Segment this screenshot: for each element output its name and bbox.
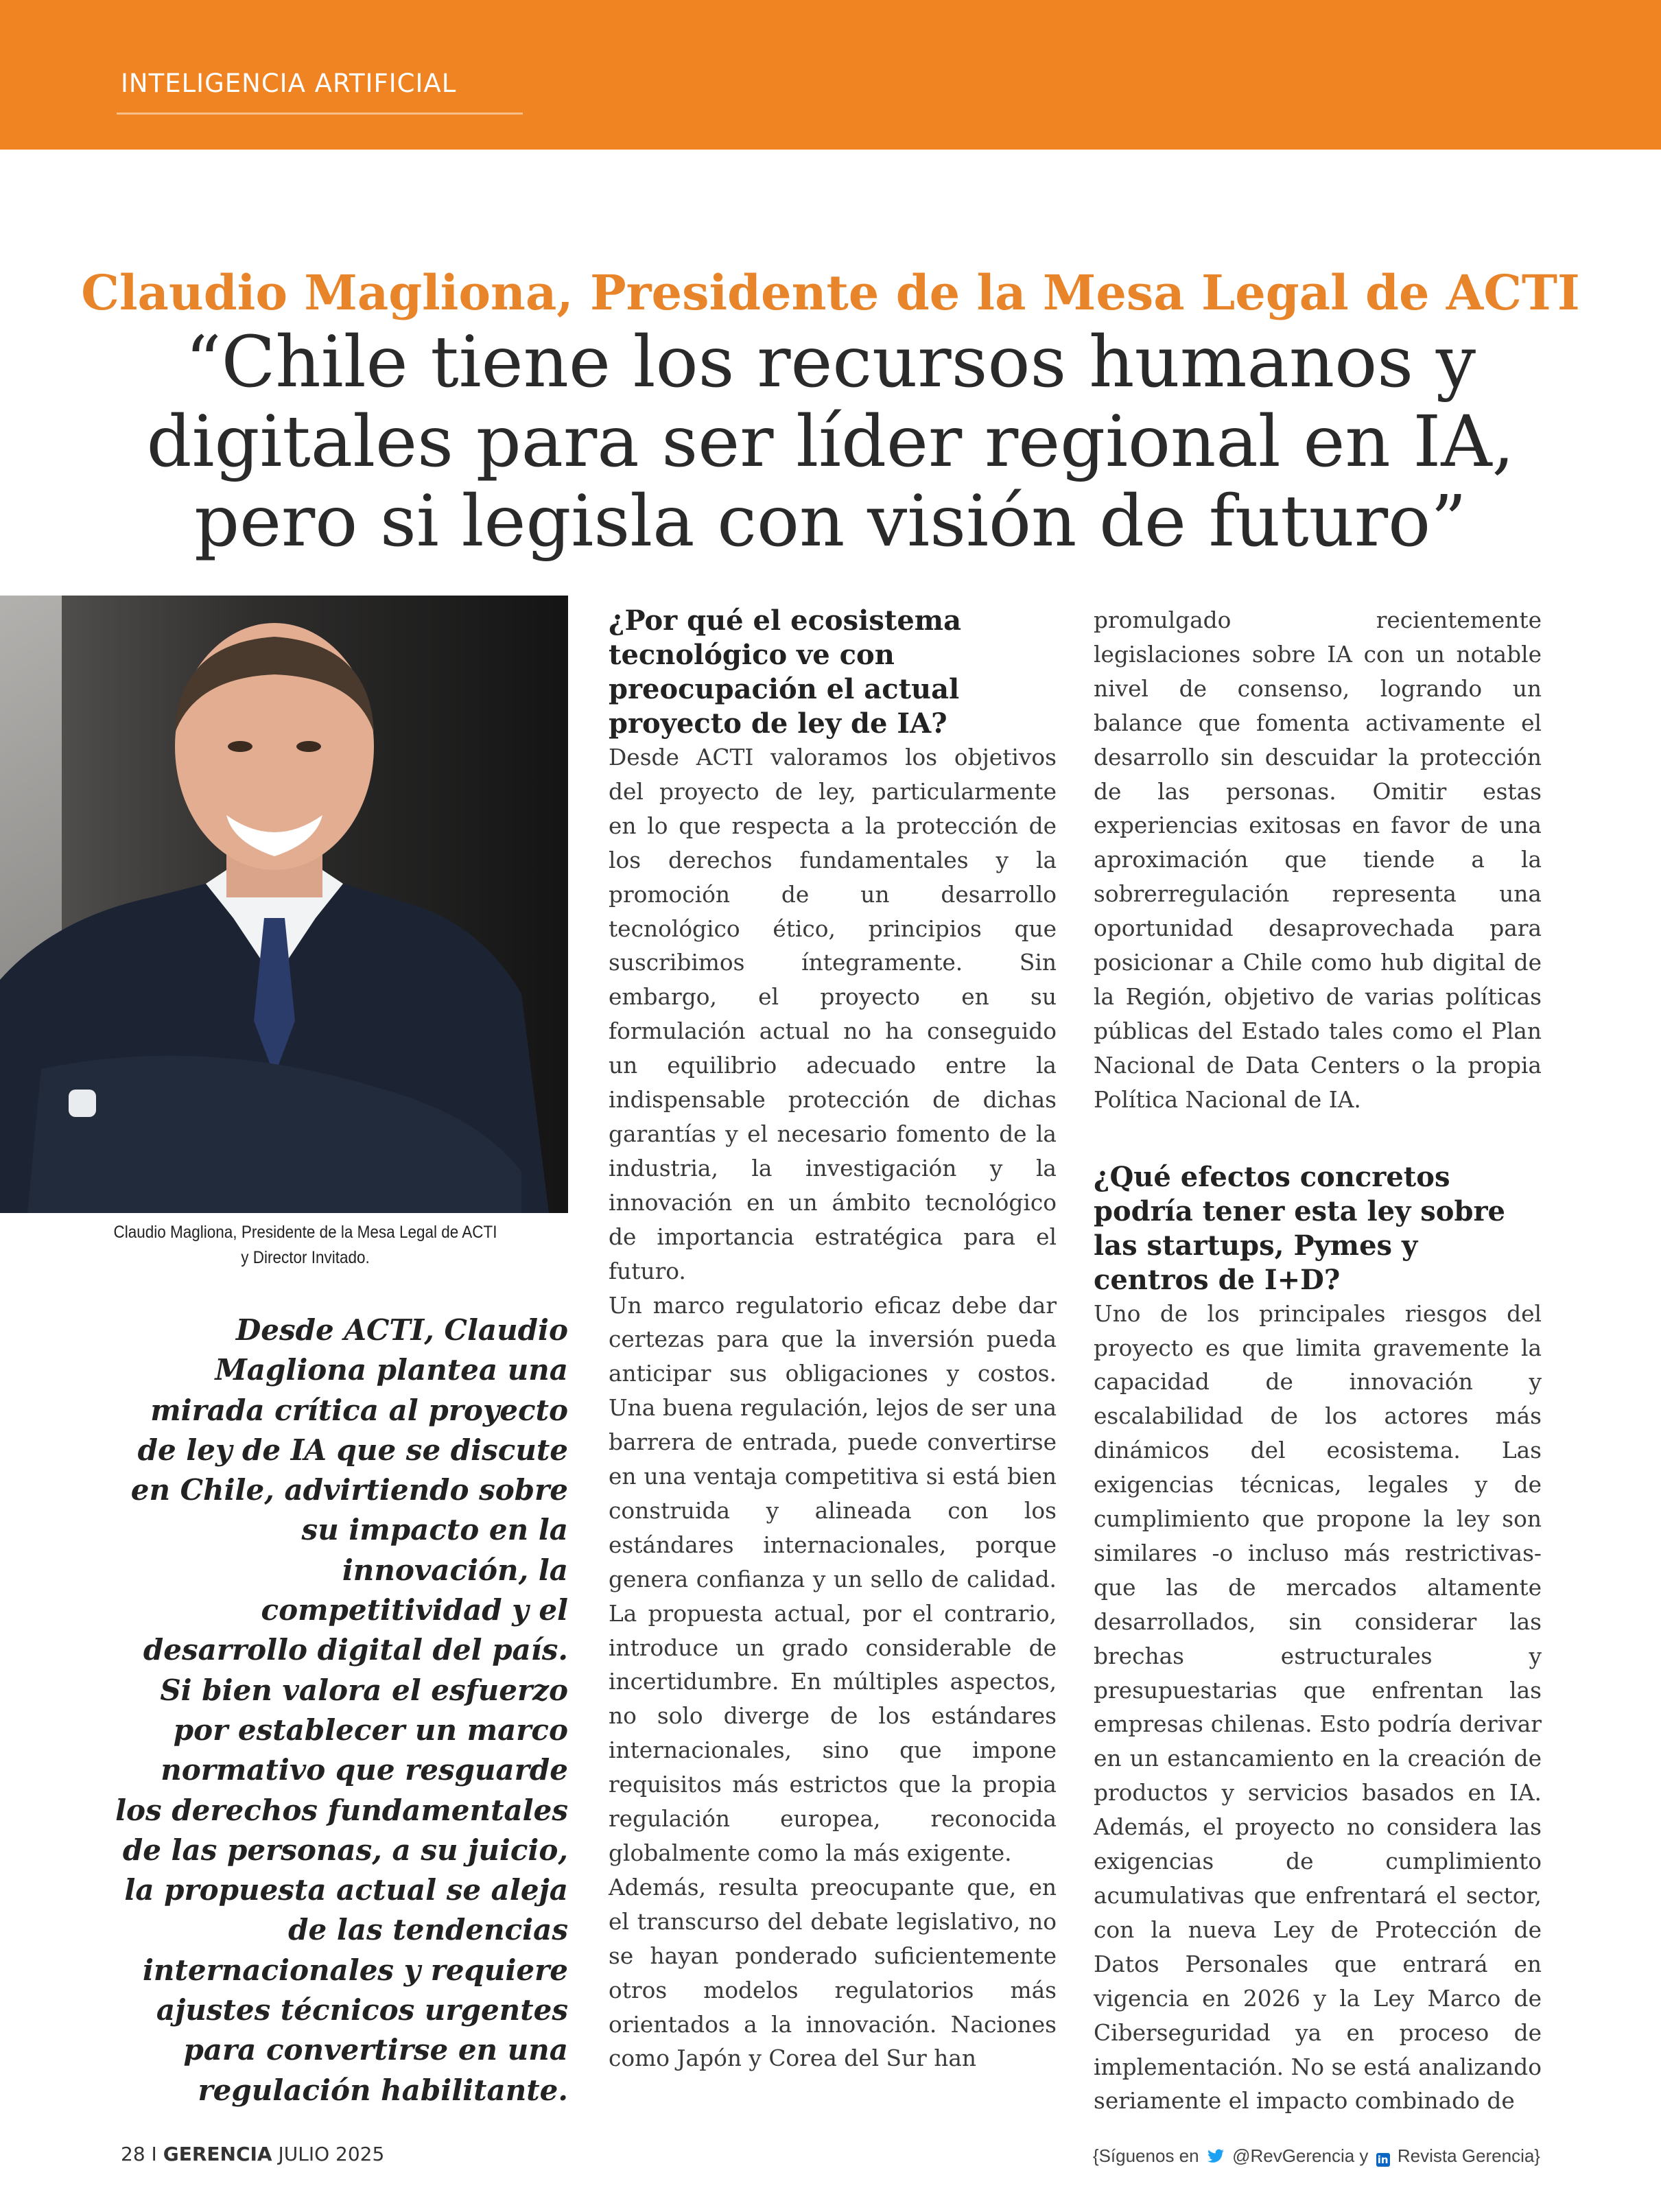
section-label: INTELIGENCIA ARTIFICIAL (121, 69, 457, 98)
article-headline: “Chile tiene los recursos humanos y digitales para ser líder regional en IA, pero si legisla con visión de futuro” (146, 321, 1515, 563)
lead-paragraph: Desde ACTI, Claudio Magliona plantea una mirada crítica al proyecto de ley de IA que se discute en Chile, advirtiendo sobre su impacto en la innovación, la competitividad y el desarrollo digital del país. Si bien valora el esfuerzo por establecer un marco normativo que resguarde los derechos fundamentales de las personas, a su juicio, la propuesta actual se aleja de las tendencias internacionales y requiere ajustes técnicos urgentes para convertirse en una regulación habilitante. (115, 1313, 568, 2107)
page-number: 28 (121, 2143, 145, 2165)
body-paragraph: Un marco regulatorio eficaz debe dar certezas para que la inversión pueda anticipar sus obligaciones y costos. Una buena regulación, lejos de ser una barrera de entrada, puede convertirse en una ventaja competitiva si está bien construida y alineada con los estándares internacionales, porque genera confianza y un sello de calidad. La propuesta actual, por el contrario, introduce un grado considerable de incertidumbre. En múltiples aspectos, no solo diverge de los estándares internacionales, sino que impone requisitos más estrictos que la propia regulación europea, reconocida globalmente como la más exigente. (609, 1292, 1057, 1866)
photo-caption-line1: Claudio Magliona, Presidente de la Mesa Legal de ACTI (113, 1223, 497, 1242)
body-paragraph: Además, resulta preocupante que, en el transcurso del debate legislativo, no se hayan ponderado suficientemente otros modelos regulatorios más orientados a la innovación. Naciones como Japón y Corea del Sur han (609, 1874, 1057, 2072)
section-underline (117, 113, 523, 115)
question-heading-1: ¿Por qué el ecosistema tecnológico ve con preocupación el actual proyecto de ley de IA? (609, 604, 962, 740)
photo-caption-line2: y Director Invitado. (241, 1248, 370, 1267)
body-paragraph: Uno de los principales riesgos del proyecto es que limita gravemente la capacidad de innovación y escalabilidad de los actores más dinámicos del ecosistema. Las exigencias técnicas, legales y de cumplimiento que propone la ley son similares -o incluso más restrictivas- que las de mercados altamente desarrollados, sin considerar las brechas estructurales y presupuestarias que enfrentan las empresas chilenas. Esto podría derivar en un estancamiento en la creación de productos y servicios basados en IA. Además, el proyecto no considera las exigencias de cumplimiento acumulativas que enfrentará el sector, con la nueva Ley de Protección de Datos Personales que entrará en vigencia en 2026 y la Ley Marco de Ciberseguridad ya en proceso de implementación. No se está analizando seriamente el impacto combinado de (1094, 1300, 1542, 2115)
body-paragraph: promulgado recientemente legislaciones sobre IA con un notable nivel de consenso, logrando un balance que fomenta activamente el desarrollo sin descuidar la protección de las personas. Omitir estas experiencias exitosas en favor de una aproximación que tiende a la sobrerregulación representa una oportunidad desaprovechada para posicionar a Chile como hub digital de la Región, objetivo de varias políticas públicas del Estado tales como el Plan Nacional de Data Centers o la propia Política Nacional de IA. (1094, 607, 1542, 1113)
body-column-1 (609, 604, 1057, 2076)
magazine-name: GERENCIA (163, 2143, 272, 2165)
body-paragraph: Desde ACTI valoramos los objetivos del proyecto de ley, particularmente en lo que respecta a la protección de los derechos fundamentales y la promoción de un desarrollo tecnológico ético, principios que suscribimos íntegramente. Sin embargo, el proyecto en su formulación actual no ha conseguido un equilibrio adecuado entre la indispensable protección de dichas garantías y el necesario fomento de la industria, la investigación y la innovación en un ámbito tecnológico de importancia estratégica para el futuro. (609, 744, 1057, 1284)
social-prefix: {Síguenos en (1092, 2145, 1199, 2166)
twitter-handle[interactable]: @RevGerencia y (1232, 2145, 1369, 2166)
body-column-2 (1094, 604, 1542, 2119)
portrait-photo (0, 596, 568, 1213)
page-footer-folio (121, 2143, 384, 2165)
social-footer (1093, 2145, 1540, 2167)
photo-caption (93, 1220, 519, 1271)
linkedin-icon: in (1376, 2153, 1390, 2167)
article-kicker: Claudio Magliona, Presidente de la Mesa Legal de ACTI (81, 264, 1580, 321)
twitter-icon (1207, 2149, 1225, 2164)
issue-date: JULIO 2025 (278, 2143, 385, 2165)
folio-separator: I (151, 2143, 157, 2165)
linkedin-name[interactable]: Revista Gerencia} (1397, 2145, 1540, 2166)
question-heading-2: ¿Qué efectos concretos podría tener esta ley sobre las startups, Pymes y centros de I+D? (1094, 1160, 1505, 1296)
